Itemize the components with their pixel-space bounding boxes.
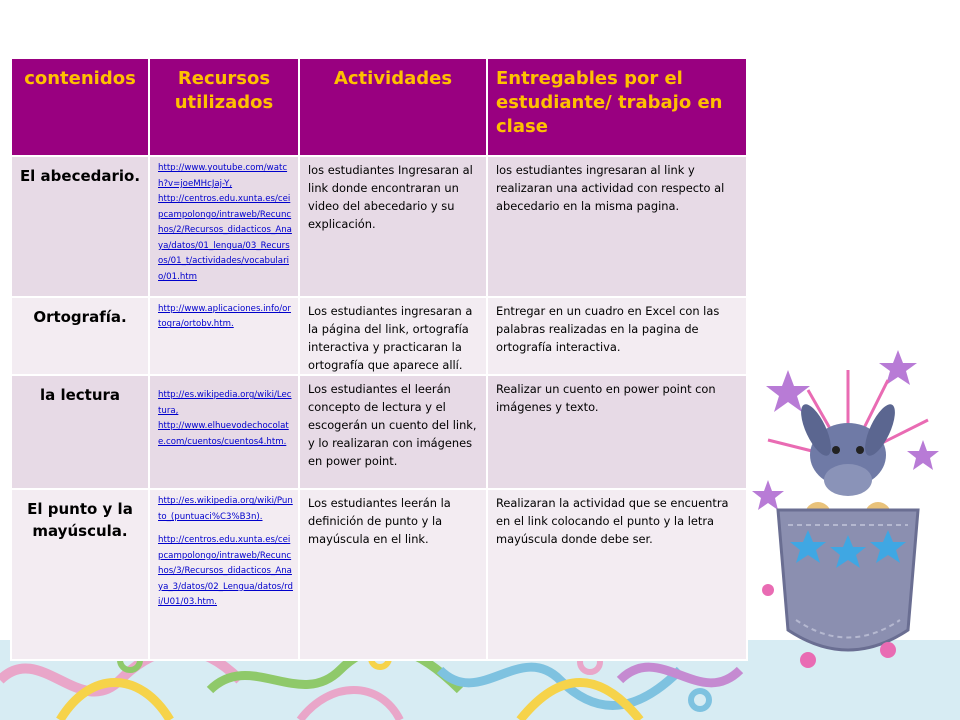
deliverable-cell: Realizar un cuento en power point con imágenes y texto. [487,375,747,489]
resource-link[interactable]: http://centros.edu.xunta.es/ceipcampolongo/intraweb/Recunchos/2/Recursos_didacticos_Anaya/datos/01_lengua/03_Recursos/01_t/actividades/vocabulario/01.htm [158,194,292,282]
deliverable-cell: Realizaran la actividad que se encuentra en el link colocando el punto y la letra mayúscula donde debe ser. [487,489,747,660]
table-row [11,375,747,489]
activity-cell: Los estudiantes el leerán concepto de lectura y el escogerán un cuento del link, y lo realizaran con imágenes en power point. [299,375,487,489]
resource-link[interactable]: http://es.wikipedia.org/wiki/Punto_(puntuaci%C3%B3n). [158,496,293,522]
resource-link[interactable]: http://www.elhuevodechocolate.com/cuentos/cuentos4.htm. [158,421,289,447]
resource-link[interactable]: http://www.youtube.com/watch?v=joeMHcJaj-Y, [158,163,288,189]
activity-cell: Los estudiantes ingresaran a la página del link, ortografía interactiva y practicaran la ortografía que aparece allí. [299,297,487,375]
table-row [11,489,747,660]
resource-link[interactable]: http://centros.edu.xunta.es/ceipcampolongo/intraweb/Recunchos/3/Recursos_didacticos_Anaya_3/datos/02_Lengua/datos/rdi/U01/03.htm. [158,535,293,608]
header-entregables: Entregables por el estudiante/ trabajo en clase [487,58,747,156]
table-row [11,156,747,296]
contents-table [10,57,748,661]
eeyore-in-pocket-icon [748,330,948,700]
resource-link[interactable]: http://www.aplicaciones.info/ortogra/ortobv.htm. [158,303,291,330]
deliverable-cell: los estudiantes ingresaran al link y realizaran una actividad con respecto al abecedario en la misma pagina. [487,156,747,296]
topic-cell: El punto y la mayúscula. [11,489,149,660]
header-contenidos: contenidos [11,58,149,156]
table-row [11,297,747,375]
table-header-row [11,58,747,156]
deliverable-cell: Entregar en un cuadro en Excel con las palabras realizadas en la pagina de ortografía interactiva. [487,297,747,375]
header-actividades: Actividades [299,58,487,156]
header-recursos: Recursos utilizados [149,58,299,156]
resources-cell [149,489,299,660]
activity-cell: Los estudiantes leerán la definición de punto y la mayúscula en el link. [299,489,487,660]
topic-cell: Ortografía. [11,297,149,375]
resources-cell [149,156,299,296]
activity-cell: los estudiantes Ingresaran al link donde encontraran un video del abecedario y su explicación. [299,156,487,296]
topic-cell: la lectura [11,375,149,489]
resource-link[interactable]: http://es.wikipedia.org/wiki/Lectura, [158,390,292,416]
resources-cell [149,375,299,489]
resources-cell [149,297,299,375]
topic-cell: El abecedario. [11,156,149,296]
